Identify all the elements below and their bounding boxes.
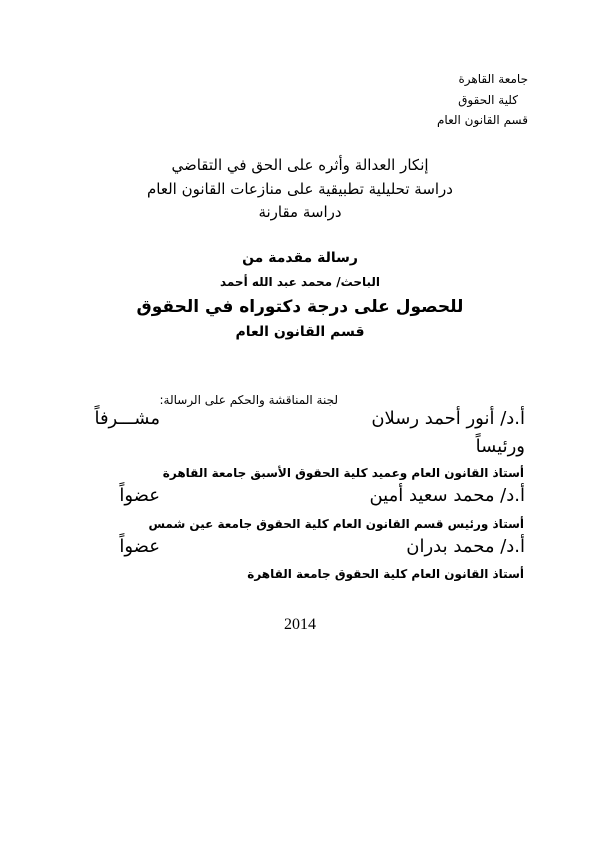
member-3-role: عضواً (119, 536, 160, 557)
title-line-1: إنكار العدالة وأثره على الحق في التقاضي (171, 156, 429, 174)
member-1-role-2: ورئيساً (475, 436, 525, 457)
header-department: قسم القانون العام (437, 113, 528, 127)
member-2-name: أ.د/ محمد سعيد أمين (369, 485, 525, 506)
member-2-title: أستاذ ورئيس قسم القانون العام كلية الحقوق جامعة عين شمس (148, 517, 524, 531)
header-university: جامعة القاهرة (458, 72, 528, 86)
degree-line: للحصول على درجة دكتوراه في الحقوق (136, 297, 464, 317)
department-line: قسم القانون العام (235, 324, 365, 340)
committee-heading: لجنة المناقشة والحكم على الرسالة: (159, 393, 338, 407)
submission-line-1: رسالة مقدمة من (242, 250, 358, 266)
header-faculty: كلية الحقوق (458, 93, 518, 107)
member-3-title: أستاذ القانون العام كلية الحقوق جامعة القاهرة (247, 567, 524, 581)
member-2-role: عضواً (119, 485, 160, 506)
researcher-name: الباحث/ محمد عبد الله أحمد (219, 275, 381, 289)
member-1-name: أ.د/ أنور أحمد رسلان (371, 408, 525, 429)
member-1-title: أستاذ القانون العام وعميد كلية الحقوق الأسبق جامعة القاهرة (162, 466, 524, 480)
year: 2014 (284, 616, 316, 633)
title-line-2: دراسة تحليلية تطبيقية على منازعات القانون العام (147, 180, 453, 198)
member-3-name: أ.د/ محمد بدران (406, 536, 525, 557)
title-line-3: دراسة مقارنة (258, 203, 342, 221)
member-1-role: مشـــرفاً (94, 408, 160, 429)
